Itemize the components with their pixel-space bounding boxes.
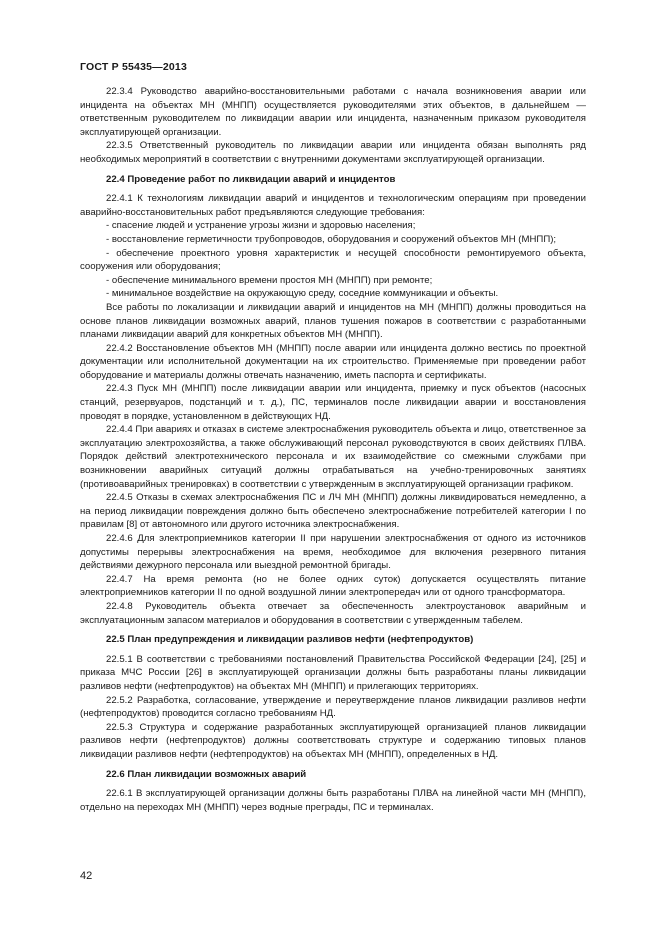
list-item: - восстановление герметичности трубопроводов, оборудования и сооружений объектов МН (МНПП); <box>106 233 557 245</box>
paragraph: 22.3.5 Ответственный руководитель по ликвидации аварии или инцидента обязан выполнять ряд необходимых мероприятий в соответствии с внутренними документами эксплуатирующей организации. <box>80 140 586 165</box>
section-heading: 22.6 План ликвидации возможных аварий <box>106 768 307 780</box>
paragraph: 22.4.7 На время ремонта (но не более одних суток) допускается осуществлять питание электроприемников категории II по одной воздушной линии электропередач или от одного трансформатора. <box>80 573 586 599</box>
list-item: - спасение людей и устранение угрозы жизни и здоровью населения; <box>106 220 416 232</box>
paragraph: 22.4.2 Восстановление объектов МН (МНПП) после аварии или инцидента должно вестись по проектной документации или исполнительной документации на их строительство. Применяемые при проведении работ оборудование и материалы должны отвечать назначению, иметь паспорта и сертификаты. <box>80 342 586 381</box>
list-item: - обеспечение минимального времени простоя МН (МНПП) при ремонте; <box>106 274 433 286</box>
paragraph: 22.6.1 В эксплуатирующей организации должны быть разработаны ПЛВА на линейной части МН (МНПП), отдельно на переходах МН (МНПП) через водные преграды, ПС и терминалах. <box>80 788 586 813</box>
paragraph: Все работы по локализации и ликвидации аварий и инцидентов на МН (МНПП) должны проводиться на основе планов ликвидации возможных аварий, планов тушения пожаров в соответствии с разработанными планами ликвидации аварий для конкретных объектов МН (МНПП). <box>80 301 586 341</box>
document-body <box>80 85 586 814</box>
paragraph: 22.4.8 Руководитель объекта отвечает за обеспеченность электроустановок аварийным и эксплуатационным запасом материалов и оборудования в соответствии с утвержденным табелем. <box>80 600 586 626</box>
section-heading: 22.4 Проведение работ по ликвидации аварий и инцидентов <box>106 173 396 185</box>
section-heading: 22.5 План предупреждения и ликвидации разливов нефти (нефтепродуктов) <box>106 634 474 646</box>
list-item: - минимальное воздействие на окружающую среду, соседние коммуникации и объекты. <box>106 288 499 300</box>
paragraph: 22.4.6 Для электроприемников категории II при нарушении электроснабжения от одного из источников допустимы перерывы электроснабжения на время, необходимое для включения резервного питания действиями дежурного персонала или выездной ремонтной бригады. <box>80 533 586 572</box>
list-item: - обеспечение проектного уровня характеристик и несущей способности ремонтируемого объекта, сооружения или оборудования; <box>80 247 586 273</box>
document-header: ГОСТ Р 55435—2013 <box>80 61 188 73</box>
paragraph: 22.3.4 Руководство аварийно-восстановительными работами с начала возникновения аварии или инцидента на объектах МН (МНПП) осуществляется руководителями этих объектов, в дальнейшем — ответственным руководителем по ликвидации аварии или инцидента, назначенным приказом руководителя эксплуатирующей организации. <box>80 86 586 138</box>
paragraph: 22.4.1 К технологиям ликвидации аварий и инцидентов и технологическим операциям при проведении аварийно-восстановительных работ предъявляются следующие требования: <box>80 193 586 218</box>
paragraph: 22.4.5 Отказы в схемах электроснабжения ПС и ЛЧ МН (МНПП) должны ликвидироваться немедленно, а на период ликвидации повреждения должно быть обеспечено электроснабжение потребителей категории I по правилам [8] от автономного или другого источника электроснабжения. <box>80 492 586 531</box>
paragraph: 22.5.1 В соответствии с требованиями постановлений Правительства Российской Федерации [24], [25] и приказа МЧС России [26] в эксплуатирующей организации должны быть разработаны планы ликвидации разливов нефти (нефтепродуктов) на объектах МН (МНПП) и прилегающих территориях. <box>80 653 586 692</box>
paragraph: 22.5.2 Разработка, согласование, утверждение и переутверждение планов ликвидации разливов нефти (нефтепродуктов) проводится согласно требованиям НД. <box>80 694 586 720</box>
page-number: 42 <box>80 870 93 882</box>
paragraph: 22.4.3 Пуск МН (МНПП) после ликвидации аварии или инцидента, приемку и пуск объектов (насосных станций, резервуаров, подстанций и т. д.), ПС, терминалов после ликвидации аварии и восстановления проводят в порядке, установленном в действующих НД. <box>80 383 586 422</box>
paragraph: 22.4.4 При авариях и отказах в системе электроснабжения руководитель объекта и лицо, ответственное за эксплуатацию электрохозяйства, а также обслуживающий персонал руководствуются в своих действиях ПЛВА. Порядок действий электротехнического персонала и их взаимодействие со смежными службами при возникновении аварийных ситуаций должны отрабатываться на учебно-тренировочных занятиях (противоаварийных тренировках) в соответствии с утвержденным в эксплуатирующей организации графиком. <box>80 424 586 490</box>
paragraph: 22.5.3 Структура и содержание разработанных эксплуатирующей организацией планов ликвидации разливов нефти (нефтепродуктов) должны соответствовать структуре и содержанию типовых планов ликвидации разливов нефти (нефтепродуктов) на объектах МН (МНПП), определенных в НД. <box>80 721 586 760</box>
